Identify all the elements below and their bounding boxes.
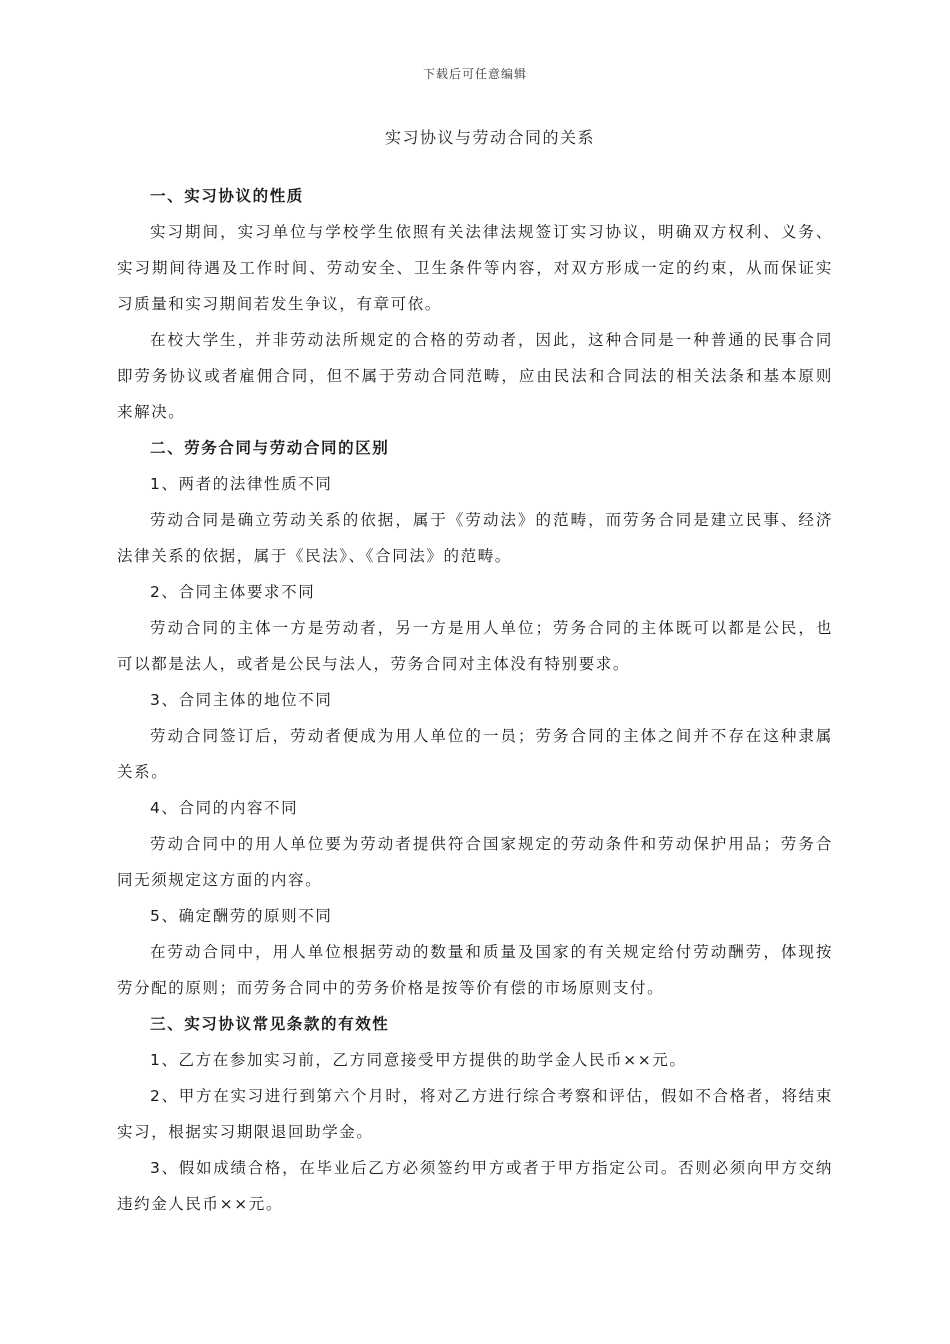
subheading: 5、确定酬劳的原则不同 bbox=[150, 907, 333, 925]
paragraph: 劳动合同中的用人单位要为劳动者提供符合国家规定的劳动条件和劳动保护用品；劳务合同无须规定这方面的内容。 bbox=[117, 835, 833, 889]
section-heading: 一、实习协议的性质 bbox=[150, 187, 304, 205]
subheading: 3、合同主体的地位不同 bbox=[150, 691, 333, 709]
clause-item: 1、乙方在参加实习前，乙方同意接受甲方提供的助学金人民币××元。 bbox=[150, 1051, 687, 1069]
paragraph: 在劳动合同中，用人单位根据劳动的数量和质量及国家的有关规定给付劳动酬劳，体现按劳分配的原则；而劳务合同中的劳务价格是按等价有偿的市场原则支付。 bbox=[117, 943, 833, 997]
document-title: 实习协议与劳动合同的关系 bbox=[384, 128, 595, 147]
paragraph: 实习期间，实习单位与学校学生依照有关法律法规签订实习协议，明确双方权利、义务、实习期间待遇及工作时间、劳动安全、卫生条件等内容，对双方形成一定的约束，从而保证实习质量和实习期间若发生争议，有章可依。 bbox=[117, 223, 833, 313]
header-note: 下载后可任意编辑 bbox=[422, 67, 527, 81]
clause-item: 3、假如成绩合格，在毕业后乙方必须签约甲方或者于甲方指定公司。否则必须向甲方交纳违约金人民币××元。 bbox=[117, 1159, 833, 1213]
paragraph: 劳动合同的主体一方是劳动者，另一方是用人单位；劳务合同的主体既可以都是公民，也可以都是法人，或者是公民与法人，劳务合同对主体没有特别要求。 bbox=[117, 619, 833, 673]
subheading: 4、合同的内容不同 bbox=[150, 799, 299, 817]
subheading: 2、合同主体要求不同 bbox=[150, 583, 316, 601]
document-body bbox=[117, 178, 833, 1222]
clause-item: 2、甲方在实习进行到第六个月时，将对乙方进行综合考察和评估，假如不合格者，将结束实习，根据实习期限退回助学金。 bbox=[117, 1087, 833, 1141]
paragraph: 在校大学生，并非劳动法所规定的合格的劳动者，因此，这种合同是一种普通的民事合同即劳务协议或者雇佣合同，但不属于劳动合同范畴，应由民法和合同法的相关法条和基本原则来解决。 bbox=[117, 331, 833, 421]
subheading: 1、两者的法律性质不同 bbox=[150, 475, 333, 493]
section-heading: 二、劳务合同与劳动合同的区别 bbox=[150, 439, 390, 457]
section-heading: 三、实习协议常见条款的有效性 bbox=[150, 1015, 390, 1033]
paragraph: 劳动合同是确立劳动关系的依据，属于《劳动法》的范畴，而劳务合同是建立民事、经济法律关系的依据，属于《民法》、《合同法》的范畴。 bbox=[117, 511, 833, 565]
paragraph: 劳动合同签订后，劳动者便成为用人单位的一员；劳务合同的主体之间并不存在这种隶属关系。 bbox=[117, 727, 833, 781]
